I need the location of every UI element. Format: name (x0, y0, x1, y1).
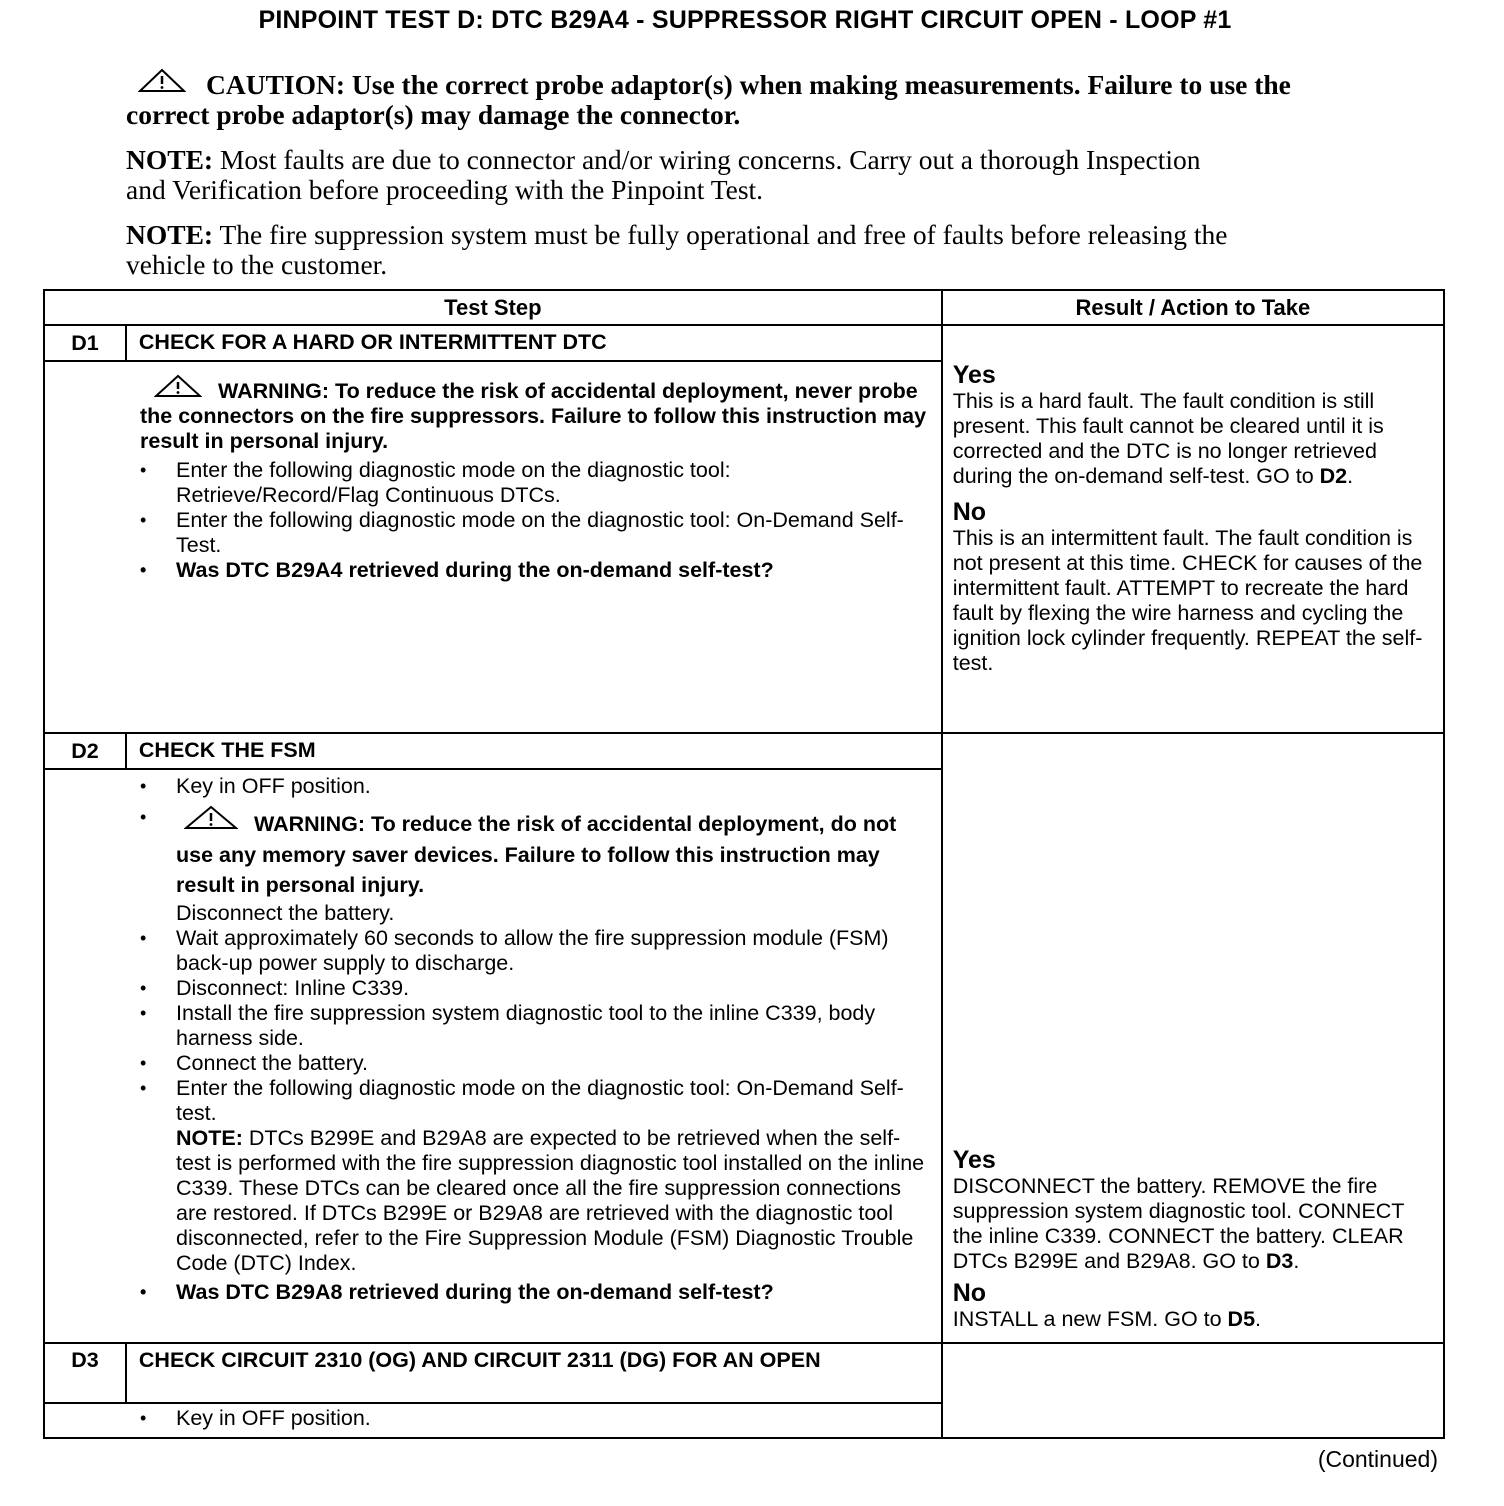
step-heading: CHECK FOR A HARD OR INTERMITTENT DTC (126, 325, 942, 361)
list-item (140, 805, 931, 926)
pinpoint-test-table (43, 289, 1445, 1439)
page-title: PINPOINT TEST D: DTC B29A4 - SUPPRESSOR RIGHT CIRCUIT OPEN - LOOP #1 (258, 6, 1232, 34)
warning-follow-step: Disconnect the battery. (176, 900, 395, 925)
warning-text: WARNING: To reduce the risk of accidental deployment, do not use any memory saver devices. Failure to follow this instruction may result in personal injury. (176, 812, 897, 897)
list-item: • Disconnect: Inline C339. (140, 976, 931, 1001)
goto-link[interactable]: D2 (1319, 464, 1348, 488)
list-item: • Enter the following diagnostic mode on the diagnostic tool: On-Demand Self-Test. (140, 508, 931, 558)
result-cell: Yes This is a hard fault. The fault condition is still present. This fault cannot be cleared until it is corrected and the DTC is no longer retrieved during the on-demand self-test. GO to D2. No This is an intermittent fault. The fault condition is not present at this time. CHECK for causes of the intermittent fault. ATTEMPT to recreate the hard fault by flexing the wire harness and cycling the ignition lock cylinder frequently. REPEAT the self-test. (942, 325, 1444, 733)
step-heading: CHECK CIRCUIT 2310 (OG) AND CIRCUIT 2311 (DG) FOR AN OPEN (126, 1343, 942, 1403)
step-body (44, 1403, 942, 1438)
no-text: INSTALL a new FSM. GO to (952, 1307, 1228, 1331)
note-text: The fire suppression system must be fully operational and free of faults before releasing the vehicle to the customer. (126, 219, 1228, 280)
yes-text: DISCONNECT the battery. REMOVE the fire suppression system diagnostic tool. CONNECT the inline C339. CONNECT the battery. CLEAR DTCs B299E and B29A8. GO to (952, 1174, 1405, 1273)
list-item: • Enter the following diagnostic mode on the diagnostic tool: Retrieve/Record/Flag Continuous DTCs. (140, 458, 931, 508)
note-label: NOTE: (126, 144, 214, 175)
step-id: D3 (44, 1343, 126, 1403)
step-body (44, 361, 942, 733)
step-heading: CHECK THE FSM (126, 733, 942, 769)
warning-triangle-icon (184, 805, 238, 840)
table-row (44, 325, 1444, 361)
table-row (44, 1343, 1444, 1403)
step-question: • Was DTC B29A8 retrieved during the on-demand self-test? (140, 1280, 931, 1305)
list-item: • Connect the battery. (140, 1051, 931, 1076)
no-text: This is an intermittent fault. The fault condition is not present at this time. CHECK for causes of the intermittent fault. ATTEMPT to recreate the hard fault by flexing the wire harness and cycling the ignition lock cylinder frequently. REPEAT the self-test. (952, 526, 1423, 675)
continued-label: (Continued) (1317, 1446, 1438, 1472)
list-item: • Key in OFF position. (140, 774, 931, 799)
list-item: • Wait approximately 60 seconds to allow the fire suppression module (FSM) back-up power supply to discharge. (140, 926, 931, 976)
table-row (44, 733, 1444, 769)
yes-label: Yes (952, 1146, 996, 1174)
caution-paragraph (126, 68, 1326, 130)
note-label: NOTE: (176, 1125, 243, 1150)
yes-label: Yes (952, 361, 996, 389)
yes-text: This is a hard fault. The fault condition is still present. This fault cannot be cleared until it is corrected and the DTC is no longer retrieved during the on-demand self-test. GO to (952, 389, 1384, 488)
warning-block (140, 374, 931, 454)
mode-step-text: • Enter the following diagnostic mode on the diagnostic tool: On-Demand Self-test. (176, 1075, 904, 1125)
warning-block (176, 805, 931, 901)
warning-triangle-icon (138, 68, 186, 100)
goto-link[interactable]: D5 (1227, 1307, 1256, 1331)
no-label: No (952, 1279, 987, 1307)
caution-text: CAUTION: Use the correct probe adaptor(s) when making measurements. Failure to use the correct probe adaptor(s) may damage the connector. (126, 69, 1291, 130)
note-paragraph-2 (126, 220, 1246, 280)
warning-text: WARNING: To reduce the risk of accidental deployment, never probe the connectors on the fire suppressors. Failure to follow this instruction may result in personal injury. (140, 379, 927, 453)
note-text: DTCs B299E and B29A8 are expected to be retrieved when the self-test is performed with the fire suppression diagnostic tool installed on the inline C339. These DTCs can be cleared once all the fire suppression connections are restored. If DTCs B299E or B29A8 are retrieved with the diagnostic tool disconnected, refer to the Fire Suppression Module (FSM) Diagnostic Trouble Code (DTC) Index. (176, 1125, 925, 1275)
list-item: • Key in OFF position. (140, 1406, 931, 1431)
note-text: Most faults are due to connector and/or wiring concerns. Carry out a thorough Inspection and Verification before proceeding with the Pinpoint Test. (126, 144, 1201, 205)
step-list (140, 774, 931, 1305)
step-body (44, 769, 942, 1343)
goto-link[interactable]: D3 (1265, 1249, 1294, 1273)
table-header-row (44, 290, 1444, 325)
note-label: NOTE: (126, 219, 214, 250)
list-item: • Install the fire suppression system diagnostic tool to the inline C339, body harness side. (140, 1001, 931, 1051)
list-item (140, 1076, 931, 1276)
result-cell: Yes DISCONNECT the battery. REMOVE the fire suppression system diagnostic tool. CONNECT the inline C339. CONNECT the battery. CLEAR DTCs B299E and B29A8. GO to D3. No INSTALL a new FSM. GO to D5. (942, 733, 1444, 1343)
step-list (140, 1406, 931, 1431)
note-paragraph-1 (126, 145, 1246, 205)
step-list (140, 458, 931, 583)
no-label: No (952, 498, 987, 526)
column-header-result: Result / Action to Take (942, 290, 1444, 325)
inline-note (176, 1126, 931, 1276)
warning-triangle-icon (154, 374, 202, 404)
column-header-test-step: Test Step (44, 290, 942, 325)
step-question: • Was DTC B29A4 retrieved during the on-demand self-test? (140, 558, 931, 583)
step-id: D1 (44, 325, 126, 361)
step-id: D2 (44, 733, 126, 769)
result-cell (942, 1343, 1444, 1438)
